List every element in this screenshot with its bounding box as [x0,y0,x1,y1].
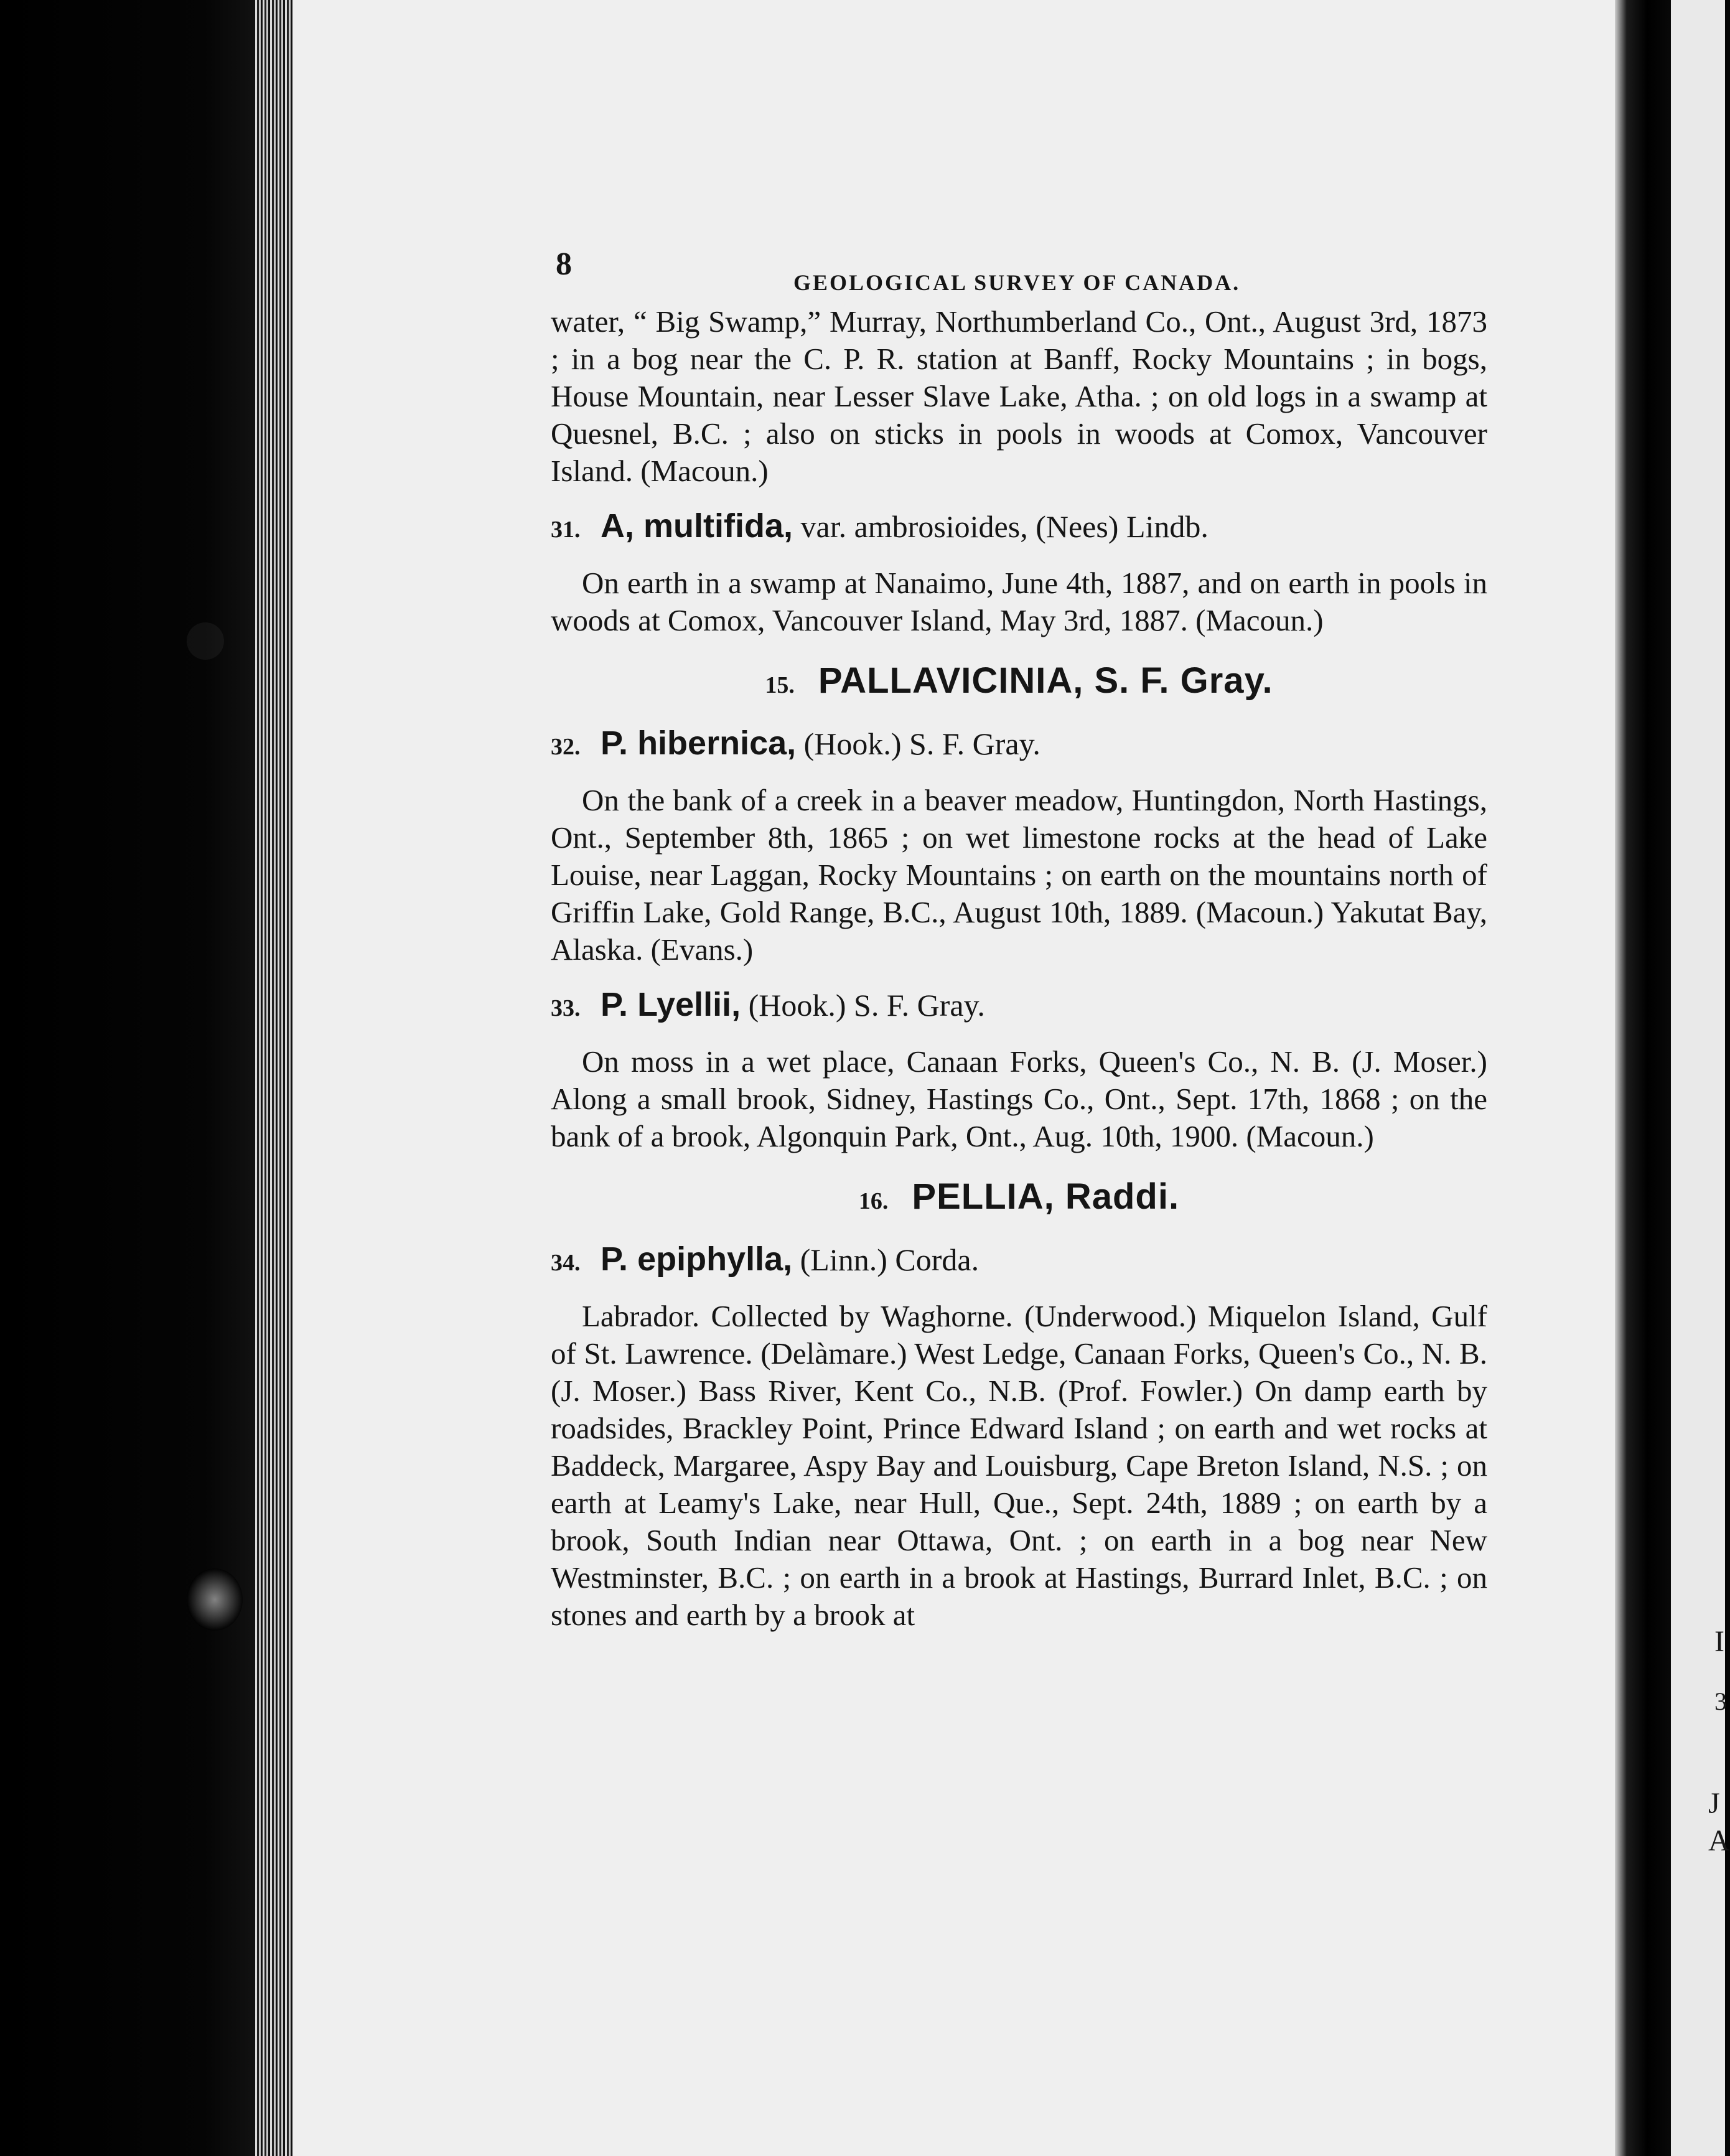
species-paragraph: On earth in a swamp at Nanaimo, June 4th, 1887, and on earth in pools in woods at Comox, Vancouver Island, May 3rd, 1887. (Macoun.) [551,566,1487,637]
species-author: var. ambrosioides, (Nees) Lindb. [800,509,1209,544]
species-author: (Hook.) S. F. Gray. [748,988,985,1023]
species-name: P. Lyellii, [601,986,741,1023]
genus-number: 15. [765,672,795,698]
genus-number: 16. [858,1188,889,1214]
continuation-paragraph: water, “ Big Swamp,” Murray, Northumberland Co., Ont., August 3rd, 1873 ; in a bog near the C. P. R. station at Banff, Rocky Mountains ; in bogs, House Mountain, near Lesser Slave Lake, Atha. ; on old logs in a swamp at Quesnel, B.C. ; also on sticks in pools in woods at Comox, Vancouver Island. (Macoun.) [551,304,1487,488]
genus-name: PALLAVICINIA, S. F. Gray. [818,660,1273,701]
facing-page-char: I [1714,1625,1724,1658]
species-author: (Linn.) Corda. [800,1242,980,1277]
scan-glare [187,1568,243,1631]
genus-heading [551,1176,1487,1222]
species-number: 34. [551,1250,581,1276]
species-number: 32. [551,734,581,760]
book-gutter [1615,0,1674,2156]
species-name: P. hibernica, [601,724,797,762]
species-author: (Hook.) S. F. Gray. [803,726,1040,761]
species-name: P. epiphylla, [601,1240,793,1278]
species-paragraph: Labrador. Collected by Waghorne. (Underwood.) Miquelon Island, Gulf of St. Lawrence. (Delàmare.) West Ledge, Canaan Forks, Queen's Co., N. B. (J. Moser.) Bass River, Kent Co., N.B. (Prof. Fowler.) On damp earth by roadsides, Brackley Point, Prince Edward Island ; on earth and wet rocks at Baddeck, Margaree, Aspy Bay and Louisburg, Cape Breton Island, N.S. ; on earth at Leamy's Lake, near Hull, Que., Sept. 24th, 1889 ; on earth by a brook, South Indian near Ottawa, Ont. ; on earth in a bog near New Westminster, B.C. ; on earth in a brook at Hastings, Burrard Inlet, B.C. ; on stones and earth by a brook at [551,1299,1487,1632]
genus-heading [551,660,1487,706]
species-heading [551,507,1487,548]
species-heading [551,986,1487,1027]
species-number: 31. [551,517,581,543]
running-head-title: GEOLOGICAL SURVEY OF CANADA. [793,270,1241,295]
species-heading [551,1240,1487,1282]
left-dark-margin [0,0,292,2156]
species-number: 33. [551,995,581,1021]
page-number: 8 [556,246,572,282]
page-text-column [551,246,1487,1634]
species-paragraph: On moss in a wet place, Canaan Forks, Queen's Co., N. B. (J. Moser.) Along a small brook, Sidney, Hastings Co., Ont., Sept. 17th, 1868 ; on the bank of a brook, Algonquin Park, Ont., Aug. 10th, 1900. (Macoun.) [551,1044,1487,1153]
running-head [551,246,1487,295]
scan-glare [187,622,224,660]
facing-page-char: J [1708,1787,1720,1820]
species-heading [551,724,1487,766]
species-paragraph: On the bank of a creek in a beaver meadow, Huntingdon, North Hastings, Ont., September 8th, 1865 ; on wet limestone rocks at the head of Lake Louise, near Laggan, Rocky Mountains ; on earth on the mountains north of Griffin Lake, Gold Range, B.C., August 10th, 1889. (Macoun.) Yakutat Bay, Alaska. (Evans.) [551,783,1487,967]
species-name: A, multifida, [601,507,793,545]
facing-page-char: A [1708,1824,1730,1857]
page-edge-stack [255,0,292,2156]
genus-name: PELLIA, Raddi. [912,1176,1180,1217]
facing-page-char: 3 [1714,1687,1727,1715]
